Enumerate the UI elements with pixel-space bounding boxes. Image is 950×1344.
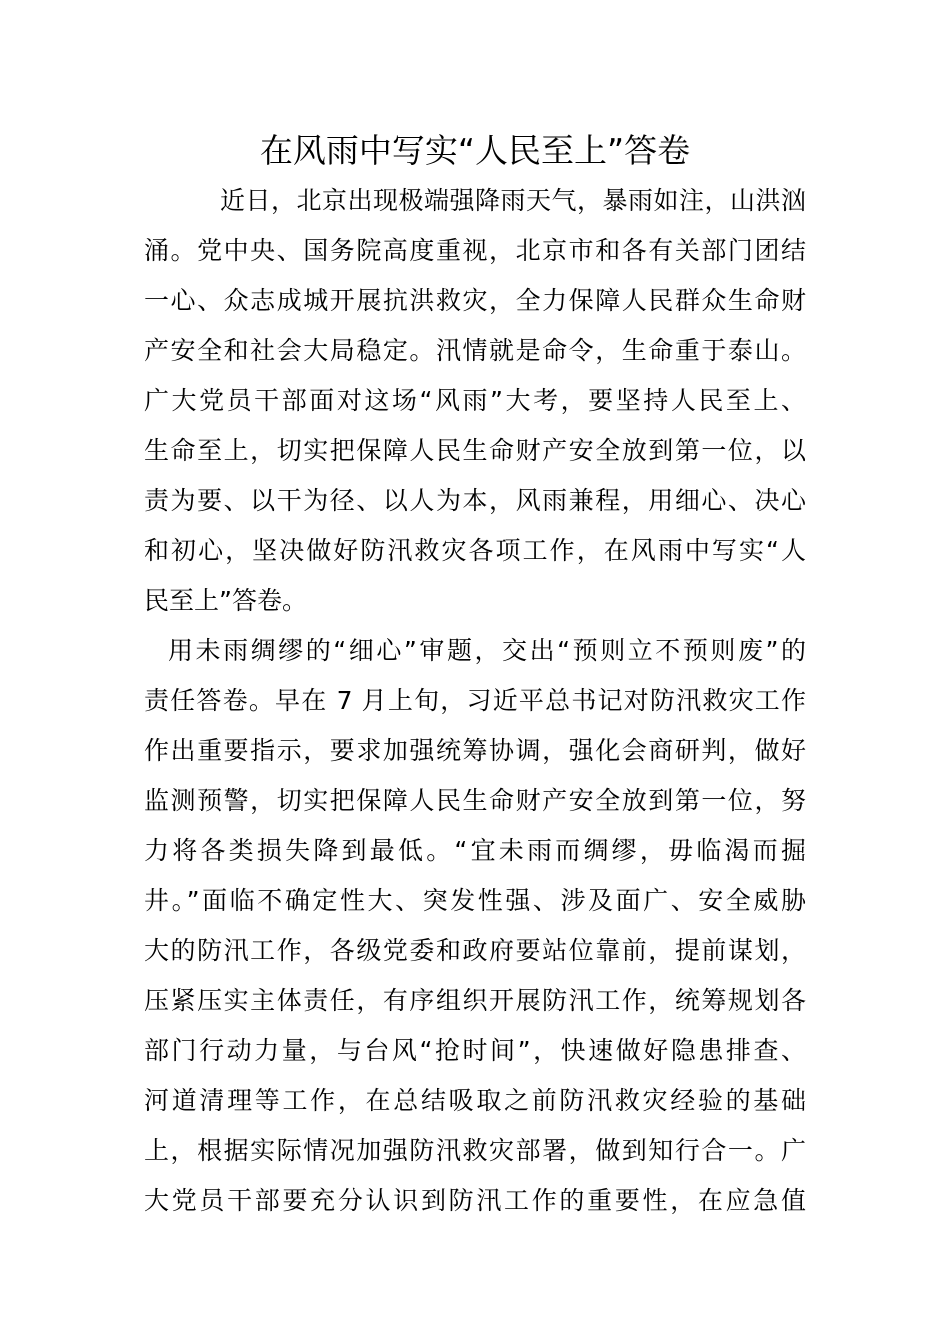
paragraph-1-line-5: 广大党员干部面对这场“风雨”大考，要坚持人民至上、: [144, 386, 806, 415]
paragraph-1-line-4: 产安全和社会大局稳定。汛情就是命令，生命重于泰山。: [144, 336, 806, 365]
paragraph-1-line-8: 和初心，坚决做好防汛救灾各项工作，在风雨中写实“人: [144, 536, 806, 565]
paragraph-2-line-10: 河道清理等工作，在总结吸取之前防汛救灾经验的基础: [144, 1086, 806, 1115]
paragraph-1-line-3: 一心、众志成城开展抗洪救灾，全力保障人民群众生命财: [144, 286, 806, 315]
paragraph-2-line-7: 大的防汛工作，各级党委和政府要站位靠前，提前谋划，: [144, 936, 806, 965]
paragraph-2-line-2: 责任答卷。早在 7 月上旬，习近平总书记对防汛救灾工作: [144, 686, 806, 715]
paragraph-1-line-9: 民至上”答卷。: [144, 586, 307, 615]
paragraph-1-line-1: 近日，北京出现极端强降雨天气，暴雨如注，山洪汹: [220, 186, 806, 215]
document-title: 在风雨中写实“人民至上”答卷: [259, 131, 691, 170]
paragraph-2-line-9: 部门行动力量，与台风“抢时间”，快速做好隐患排查、: [144, 1036, 806, 1065]
paragraph-2-line-5: 力将各类损失降到最低。“宜未雨而绸缪，毋临渴而掘: [144, 836, 806, 865]
paragraph-2-line-3: 作出重要指示，要求加强统筹协调，强化会商研判，做好: [144, 736, 806, 765]
paragraph-1-line-2: 涌。党中央、国务院高度重视，北京市和各有关部门团结: [144, 236, 806, 265]
paragraph-2-line-8: 压紧压实主体责任，有序组织开展防汛工作，统筹规划各: [144, 986, 806, 1015]
paragraph-2-line-1: 用未雨绸缪的“细心”审题，交出“预则立不预则废”的: [168, 636, 806, 665]
paragraph-1-line-6: 生命至上，切实把保障人民生命财产安全放到第一位，以: [144, 436, 806, 465]
paragraph-2-line-12: 大党员干部要充分认识到防汛工作的重要性，在应急值: [144, 1186, 806, 1215]
paragraph-2-line-4: 监测预警，切实把保障人民生命财产安全放到第一位，努: [144, 786, 806, 815]
paragraph-2-line-6: 井。”面临不确定性大、突发性强、涉及面广、安全威胁: [144, 886, 806, 915]
paragraph-1-line-7: 责为要、以干为径、以人为本，风雨兼程，用细心、决心: [144, 486, 806, 515]
paragraph-2-line-11: 上，根据实际情况加强防汛救灾部署，做到知行合一。广: [144, 1136, 806, 1165]
